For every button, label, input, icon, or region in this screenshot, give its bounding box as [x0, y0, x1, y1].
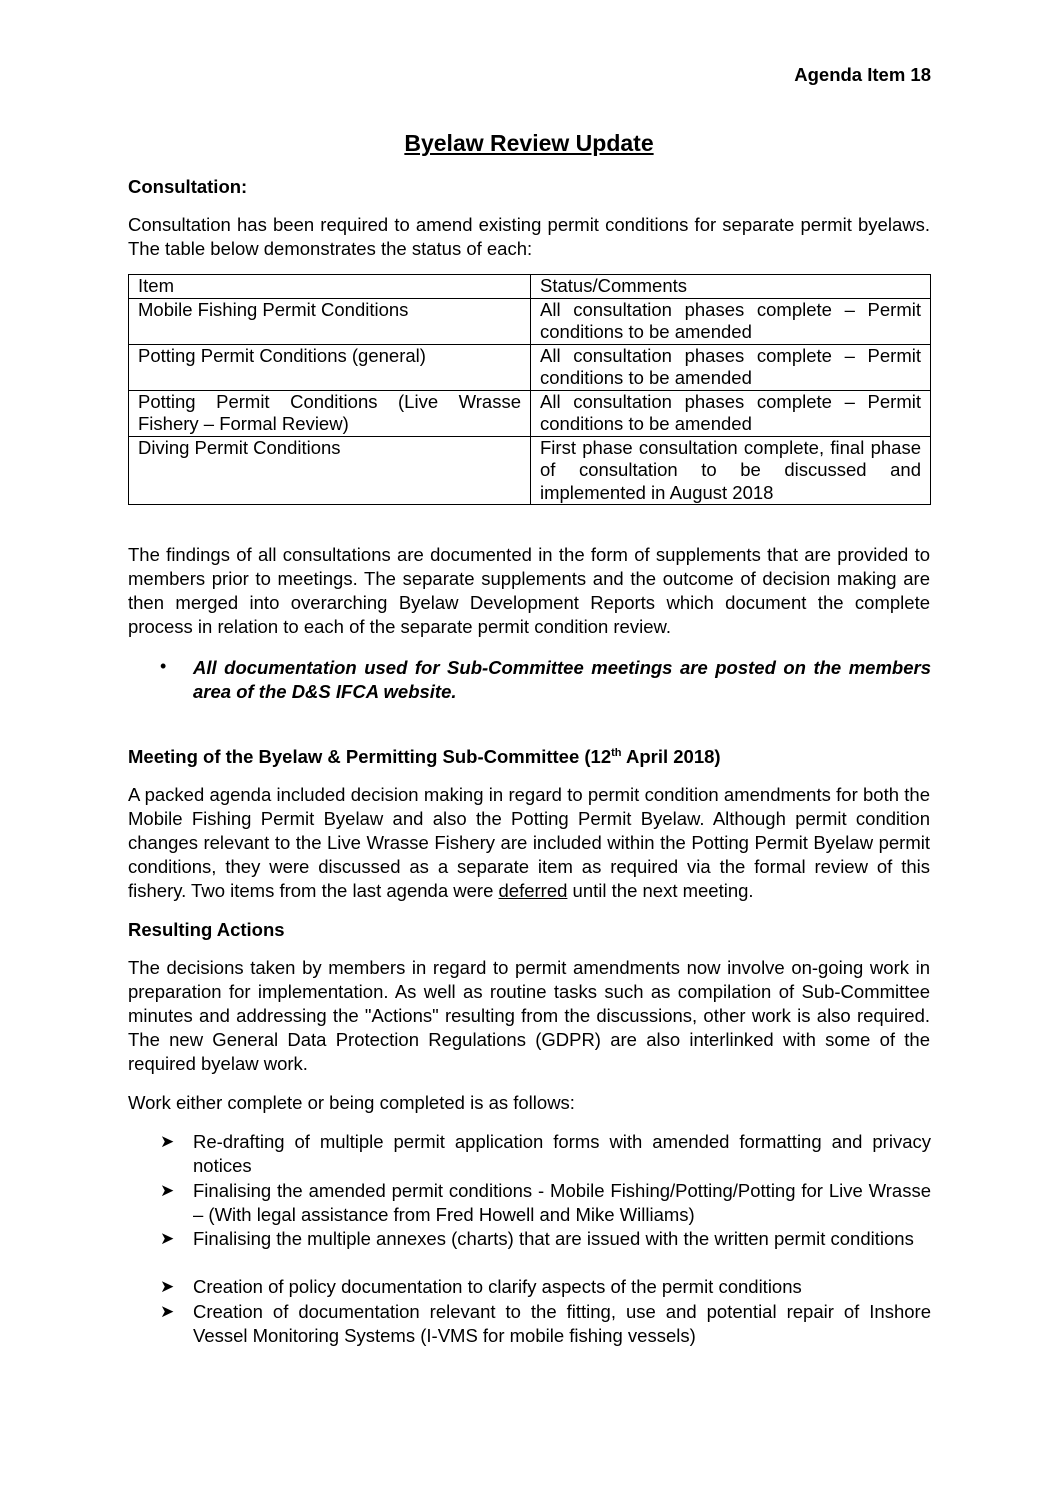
meeting-heading-text: Meeting of the Byelaw & Permitting Sub-Committee (12 — [128, 746, 612, 767]
arrow-right-icon: ➤ — [160, 1277, 175, 1296]
meeting-paragraph — [128, 783, 930, 903]
meeting-body-end: until the next meeting. — [567, 880, 754, 901]
list-item-text: Creation of policy documentation to clarify aspects of the permit conditions — [193, 1276, 802, 1297]
meeting-heading — [128, 745, 930, 769]
deferred-word: deferred — [498, 880, 568, 901]
findings-paragraph: The findings of all consultations are documented in the form of supplements that are provided to members prior to meetings. The separate supplements and the outcome of decision making are then merged into overarching Byelaw Development Reports which document the complete process in relation to each of the separate permit condition review. — [128, 544, 930, 637]
meeting-heading-sup: th — [611, 746, 622, 759]
table-cell-status: All consultation phases complete – Permit conditions to be amended — [531, 390, 931, 436]
meeting-heading-date: April 2018) — [621, 746, 721, 767]
bullet-dot-icon: • — [160, 656, 167, 676]
arrow-right-icon: ➤ — [160, 1302, 175, 1321]
table-row — [129, 298, 931, 344]
list-item-text: Creation of documentation relevant to the fitting, use and potential repair of Inshore Vessel Monitoring Systems (I-VMS for mobile fishing vessels) — [193, 1301, 931, 1346]
table-cell-status: First phase consultation complete, final phase of consultation to be discussed and implemented in August 2018 — [531, 436, 931, 505]
table-cell-item: Potting Permit Conditions (general) — [129, 344, 531, 390]
consultation-intro: Consultation has been required to amend existing permit conditions for separate permit byelaws. The table below demonstrates the status of each: — [128, 214, 930, 259]
table-header-row — [129, 275, 931, 299]
consultation-heading: Consultation: — [128, 176, 248, 197]
arrow-right-icon: ➤ — [160, 1181, 175, 1200]
table-header-item: Item — [129, 275, 531, 299]
table-row — [129, 436, 931, 505]
table-row — [129, 390, 931, 436]
meeting-body-text: A packed agenda included decision making in regard to permit condition amendments for both the Mobile Fishing Permit Byelaw and also the Potting Permit Byelaw. Although permit condition changes relevant to the Live Wrasse Fishery are included within the Potting Permit Byelaw permit conditions, they were discussed as a separate item as required via the formal review of this fishery. Two items from the last agenda were — [128, 784, 930, 901]
resulting-actions-heading: Resulting Actions — [128, 919, 285, 940]
list-item-text: Finalising the multiple annexes (charts) that are issued with the written permit conditions — [193, 1228, 914, 1249]
table-cell-item: Potting Permit Conditions (Live Wrasse Fishery – Formal Review) — [129, 390, 531, 436]
table-cell-item: Mobile Fishing Permit Conditions — [129, 298, 531, 344]
status-table — [128, 274, 931, 505]
table-row — [129, 344, 931, 390]
arrow-right-icon: ➤ — [160, 1229, 175, 1248]
table-cell-status: All consultation phases complete – Permit conditions to be amended — [531, 298, 931, 344]
page-title: Byelaw Review Update — [404, 130, 654, 156]
list-item-text: Finalising the amended permit conditions - Mobile Fishing/Potting/Potting for Live Wrasse – (With legal assistance from Fred Howell and Mike Williams) — [193, 1180, 931, 1225]
list-item-text: Re-drafting of multiple permit application forms with amended formatting and privacy notices — [193, 1131, 931, 1176]
work-list-intro: Work either complete or being completed is as follows: — [128, 1092, 575, 1113]
resulting-actions-paragraph: The decisions taken by members in regard to permit amendments now involve on-going work in preparation for implementation. As well as routine tasks such as compilation of Sub-Committee minutes and addressing the "Actions" resulting from the discussions, other work is also required. The new General Data Protection Regulations (GDPR) are also interlinked with some of the required byelaw work. — [128, 957, 930, 1074]
agenda-item-label: Agenda Item 18 — [794, 64, 931, 85]
table-cell-status: All consultation phases complete – Permit conditions to be amended — [531, 344, 931, 390]
arrow-right-icon: ➤ — [160, 1132, 175, 1151]
table-cell-item: Diving Permit Conditions — [129, 436, 531, 505]
documentation-note: All documentation used for Sub-Committee meetings are posted on the members area of the D&S IFCA website. — [193, 657, 931, 702]
table-header-status: Status/Comments — [531, 275, 931, 299]
